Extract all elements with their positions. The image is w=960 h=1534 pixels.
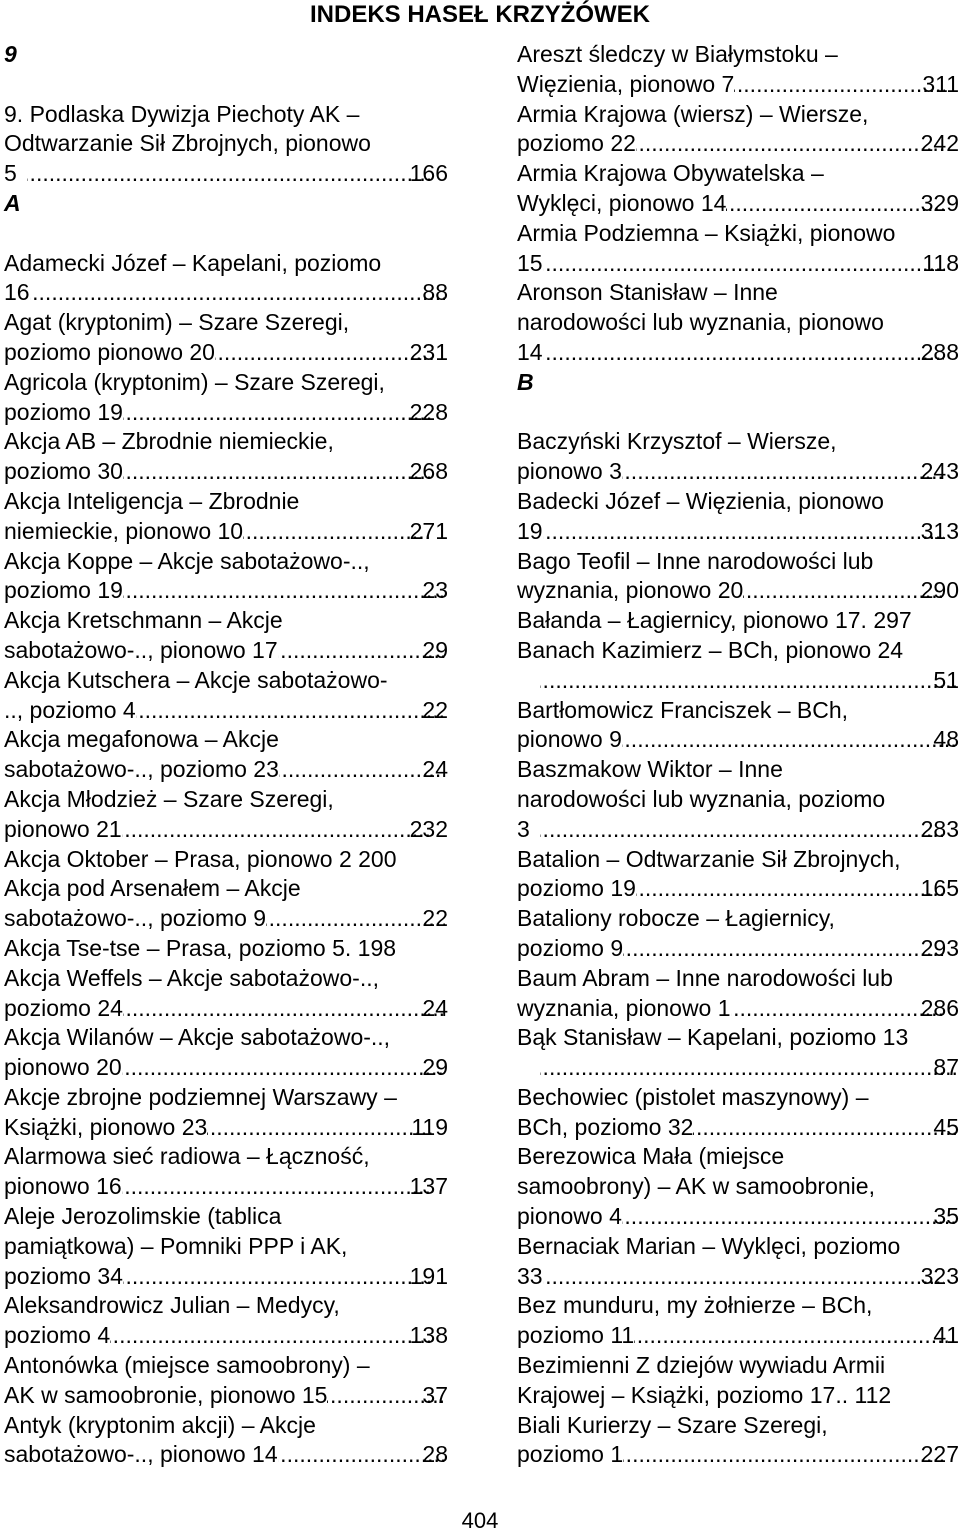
entry-page-number: 228 — [409, 398, 448, 425]
entry-page-line — [4, 1321, 448, 1351]
entry-line: Bechowiec (pistolet maszynowy) – — [517, 1083, 869, 1110]
entry-line: Bago Teofil – Inne narodowości lub — [517, 547, 874, 574]
entry-tail: poziomo 22 — [517, 130, 636, 157]
index-entry — [517, 636, 959, 696]
index-entry — [4, 1202, 448, 1291]
entry-line: narodowości lub wyznania, pionowo — [517, 309, 884, 336]
entry-line: Bez munduru, my żołnierze – BCh, — [517, 1292, 873, 1319]
entry-page-number: 191 — [409, 1262, 448, 1289]
entry-page-number: 137 — [409, 1173, 448, 1200]
entry-tail: poziomo 4 — [4, 1322, 111, 1349]
entry-page-number: 286 — [920, 994, 959, 1021]
page-title: INDEKS HASEŁ KRZYŻÓWEK — [309, 1, 650, 28]
entry-line: Akcja AB – Zbrodnie niemieckie, — [4, 428, 334, 455]
entry-line: Aleje Jerozolimskie (tablica — [4, 1203, 282, 1230]
entry-page-number: 313 — [920, 517, 959, 544]
entry-page-line — [4, 338, 448, 368]
entry-line: Bartłomowicz Franciszek – BCh, — [517, 696, 849, 723]
entry-line: Bernaciak Marian – Wyklęci, poziomo — [517, 1232, 901, 1259]
entry-line: Aleksandrowicz Julian – Medycy, — [4, 1292, 340, 1319]
entry-tail: .., poziomo 4 — [4, 696, 136, 723]
entry-tail: poziomo 24 — [4, 994, 123, 1021]
index-entry — [517, 219, 959, 279]
entry-line: Berezowica Mała (miejsce — [517, 1143, 785, 1170]
entry-tail: 16 — [4, 279, 30, 306]
index-entry — [517, 40, 959, 100]
index-entry — [4, 666, 448, 726]
entry-page-number: 88 — [422, 279, 448, 306]
index-entry — [4, 874, 448, 934]
entry-page-number: 243 — [920, 458, 959, 485]
index-entry — [517, 964, 959, 1024]
entry-tail: poziomo 30 — [4, 458, 123, 485]
entry-line: Akcja Oktober – Prasa, pionowo 2 200 — [4, 845, 397, 872]
index-entry — [4, 1083, 448, 1143]
entry-line: Agat (kryptonim) – Szare Szeregi, — [4, 309, 350, 336]
entry-line: Bałanda – Łagiernicy, pionowo 17. 297 — [517, 607, 912, 634]
entry-line: Bąk Stanisław – Kapelani, poziomo 13 — [517, 1024, 909, 1051]
entry-page-number: 51 — [933, 666, 959, 693]
entry-tail: wyznania, pionowo 20 — [517, 577, 744, 604]
index-entry — [517, 159, 959, 219]
entry-tail: poziomo 34 — [4, 1262, 123, 1289]
entry-page-line — [4, 457, 448, 487]
index-entry — [4, 1411, 448, 1471]
entry-tail: poziomo 19 — [4, 398, 123, 425]
entry-tail: Więzienia, pionowo 7 — [517, 70, 735, 97]
index-entry — [517, 696, 959, 756]
entry-page-line — [517, 1113, 959, 1143]
entry-page-number: 29 — [422, 1054, 448, 1081]
entry-tail: poziomo 19 — [517, 875, 636, 902]
index-entry — [4, 368, 448, 428]
entry-line: Areszt śledczy w Białymstoku – — [517, 41, 838, 67]
index-entry — [517, 278, 959, 367]
entry-line: Odtwarzanie Sił Zbrojnych, pionowo — [4, 130, 371, 157]
entry-page-line — [4, 398, 448, 428]
index-entry — [517, 755, 959, 844]
index-entry — [4, 725, 448, 785]
entry-page-line — [4, 904, 448, 934]
index-entry — [517, 427, 959, 487]
entry-line: 9. Podlaska Dywizja Piechoty AK – — [4, 100, 360, 127]
entry-page-number: 45 — [933, 1113, 959, 1140]
index-entry — [4, 427, 448, 487]
entry-page-number: 288 — [920, 338, 959, 365]
entry-tail: pionowo 16 — [4, 1173, 122, 1200]
entry-page-number: 22 — [422, 905, 448, 932]
entry-page-line — [4, 815, 448, 845]
entry-page-number: 23 — [422, 577, 448, 604]
entry-tail: pionowo 4 — [517, 1203, 622, 1230]
entry-tail: niemieckie, pionowo 10 — [4, 517, 244, 544]
entry-line: Armia Krajowa Obywatelska – — [517, 160, 824, 187]
entry-tail: sabotażowo-.., poziomo 9 — [4, 905, 267, 932]
entry-line: Badecki Józef – Więzienia, pionowo — [517, 487, 884, 514]
entry-page-number: 283 — [920, 815, 959, 842]
index-entry — [4, 547, 448, 607]
entry-page-line — [4, 1381, 448, 1411]
entry-page-number: 271 — [409, 517, 448, 544]
entry-line: Akcja megafonowa – Akcje — [4, 726, 279, 753]
entry-page-line — [4, 1262, 448, 1292]
entry-tail: BCh, poziomo 32 — [517, 1113, 694, 1140]
entry-page-line — [540, 1053, 959, 1083]
index-entry — [517, 606, 959, 636]
index-entry — [4, 487, 448, 547]
entry-page-line — [4, 636, 448, 666]
entry-tail: poziomo 1 — [517, 1441, 624, 1468]
entry-page-line: 5 166 ..... — [27, 159, 448, 189]
entry-page-line — [517, 994, 959, 1024]
entry-line: Akcja Inteligencja – Zbrodnie — [4, 487, 300, 514]
entry-line: Batalion – Odtwarzanie Sił Zbrojnych, — [517, 845, 901, 872]
index-entry — [4, 845, 448, 875]
entry-page-number: 290 — [920, 577, 959, 604]
entry-page-line — [4, 517, 448, 547]
entry-page-line — [517, 934, 959, 964]
entry-tail: poziomo 11 — [517, 1322, 635, 1349]
entry-page-number: 28 — [422, 1441, 448, 1468]
entry-line: pamiątkowa) – Pomniki PPP i AK, — [4, 1232, 348, 1259]
entry-line: Akcja Młodzież – Szare Szeregi, — [4, 785, 334, 812]
entry-page-line — [517, 576, 959, 606]
entry-page-number: 41 — [933, 1322, 959, 1349]
index-entry — [517, 1291, 959, 1351]
entry-page-line — [517, 70, 959, 100]
entry-page-number: 329 — [920, 189, 959, 216]
index-entry — [517, 547, 959, 607]
entry-tail: poziomo 19 — [4, 577, 123, 604]
entry-page-line — [517, 725, 959, 755]
left-index-column — [4, 40, 448, 1470]
index-entry — [517, 1142, 959, 1231]
index-entry — [517, 1083, 959, 1143]
entry-page-number: 119 — [411, 1113, 448, 1140]
index-entry — [517, 904, 959, 964]
entry-page-number: 232 — [409, 815, 448, 842]
entry-tail: Książki, pionowo 23 — [4, 1113, 208, 1140]
entry-line: Akcja Weffels – Akcje sabotażowo-.., — [4, 964, 379, 991]
entry-page-line — [517, 1262, 959, 1292]
entry-tail: pionowo 21 — [4, 815, 122, 842]
index-entry — [4, 100, 448, 189]
index-entry — [4, 785, 448, 845]
entry-tail: pionowo 9 — [517, 726, 622, 753]
entry-page-number: 242 — [920, 130, 959, 157]
entry-page-line — [4, 755, 448, 785]
entry-page-number: 227 — [920, 1441, 959, 1468]
entry-tail: AK w samoobronie, pionowo 15 — [4, 1381, 328, 1408]
entry-page-number: 268 — [409, 458, 448, 485]
entry-line: Akcja Wilanów – Akcje sabotażowo-.., — [4, 1024, 391, 1051]
entry-line: Akcja Kretschmann – Akcje — [4, 607, 283, 634]
entry-line: Alarmowa sieć radiowa – Łączność, — [4, 1143, 370, 1170]
section-letter: 9 — [4, 41, 17, 67]
entry-page-line — [4, 994, 448, 1024]
index-entry — [517, 1351, 959, 1411]
entry-page-number: 231 — [409, 338, 448, 365]
entry-page-line: 3 283 ..... — [540, 815, 959, 845]
index-entry — [517, 1023, 959, 1083]
entry-page-line — [517, 1321, 959, 1351]
entry-tail: 19 — [517, 517, 543, 544]
entry-line: Akcja pod Arsenałem – Akcje — [4, 875, 301, 902]
entry-line: Aronson Stanisław – Inne — [517, 279, 778, 306]
entry-page-number: 35 — [933, 1203, 959, 1230]
index-entry — [4, 308, 448, 368]
entry-line: Antyk (kryptonim akcji) – Akcje — [4, 1411, 316, 1438]
entry-page-line — [517, 129, 959, 159]
entry-line: Akcja Koppe – Akcje sabotażowo-.., — [4, 547, 370, 574]
entry-line: samoobrony) – AK w samoobronie, — [517, 1173, 875, 1200]
entry-page-line — [4, 1113, 448, 1143]
entry-line: Adamecki Józef – Kapelani, poziomo — [4, 249, 382, 276]
index-entry — [517, 845, 959, 905]
entry-page-line — [517, 874, 959, 904]
entry-page-number: 24 — [422, 994, 448, 1021]
entry-line: Banach Kazimierz – BCh, pionowo 24 — [517, 636, 904, 663]
page-number: 404 — [461, 1508, 499, 1533]
entry-line: narodowości lub wyznania, poziomo — [517, 785, 886, 812]
section-letter: A — [4, 189, 21, 216]
index-entry — [517, 1232, 959, 1292]
entry-page-number: 29 — [422, 636, 448, 663]
index-entry — [4, 1023, 448, 1083]
index-entry — [4, 934, 448, 964]
entry-line: Armia Podziemna – Książki, pionowo — [517, 219, 896, 246]
entry-page-number: 24 — [422, 756, 448, 783]
entry-page-line — [4, 1053, 448, 1083]
entry-tail: 15 — [517, 249, 543, 276]
entry-line: Baszmakow Wiktor – Inne — [517, 756, 783, 783]
index-entry — [4, 1351, 448, 1411]
entry-page-number: 118 — [922, 249, 959, 276]
entry-line: Agricola (kryptonim) – Szare Szeregi, — [4, 368, 385, 395]
entry-line: Bezimienni Z dziejów wywiadu Armii — [517, 1352, 886, 1379]
entry-page-line — [540, 666, 959, 696]
entry-page-line — [517, 189, 959, 219]
index-entry — [4, 1142, 448, 1202]
entry-tail: pionowo 20 — [4, 1054, 122, 1081]
entry-page-number: 166 — [409, 160, 448, 187]
entry-page-number: 311 — [922, 70, 959, 97]
entry-line: Antonówka (miejsce samoobrony) – — [4, 1352, 370, 1379]
entry-line: Akcja Tse-tse – Prasa, poziomo 5. 198 — [4, 934, 397, 961]
entry-line: Bataliony robocze – Łagiernicy, — [517, 905, 835, 932]
entry-line: Krajowej – Książki, poziomo 17.. 112 — [517, 1381, 892, 1408]
entry-tail: sabotażowo-.., pionowo 17 — [4, 636, 278, 663]
index-entry — [517, 1411, 959, 1471]
entry-page-number: 323 — [920, 1262, 959, 1289]
entry-page-line — [517, 249, 959, 279]
right-index-column — [517, 40, 959, 1470]
entry-page-line — [517, 457, 959, 487]
section-letter: B — [517, 368, 534, 395]
entry-page-line — [4, 1440, 448, 1470]
entry-page-number: 22 — [422, 696, 448, 723]
entry-page-line — [4, 278, 448, 308]
entry-page-line — [4, 1172, 448, 1202]
entry-page-line — [4, 696, 448, 726]
entry-line: Akcja Kutschera – Akcje sabotażowo- — [4, 666, 388, 693]
entry-page-number: 138 — [409, 1322, 448, 1349]
entry-tail: Wyklęci, pionowo 14 — [517, 189, 727, 216]
entry-page-line — [517, 1202, 959, 1232]
entry-tail: 33 — [517, 1262, 543, 1289]
entry-line: Biali Kurierzy – Szare Szeregi, — [517, 1411, 828, 1438]
index-entry — [4, 606, 448, 666]
entry-tail: sabotażowo-.., pionowo 14 — [4, 1441, 278, 1468]
entry-tail: poziomo 9 — [517, 934, 624, 961]
entry-line: Baczyński Krzysztof – Wiersze, — [517, 428, 837, 455]
entry-line: Akcje zbrojne podziemnej Warszawy – — [4, 1083, 397, 1110]
entry-page-line — [517, 1440, 959, 1470]
entry-tail: wyznania, pionowo 1 — [517, 994, 731, 1021]
index-entry — [517, 100, 959, 160]
entry-line: Baum Abram – Inne narodowości lub — [517, 964, 893, 991]
entry-page-number: 48 — [933, 726, 959, 753]
entry-page-number: 37 — [422, 1381, 448, 1408]
index-entry — [4, 964, 448, 1024]
index-entry — [4, 1291, 448, 1351]
entry-tail: 14 — [517, 338, 543, 365]
entry-tail: sabotażowo-.., poziomo 23 — [4, 756, 279, 783]
entry-page-number: 87 — [933, 1054, 959, 1081]
entry-tail: poziomo pionowo 20 — [4, 338, 215, 365]
index-entry — [4, 249, 448, 309]
index-entry — [517, 487, 959, 547]
entry-page-number: 165 — [920, 875, 959, 902]
entry-page-number: 293 — [920, 934, 959, 961]
entry-page-line — [517, 517, 959, 547]
entry-page-line — [517, 338, 959, 368]
entry-tail: pionowo 3 — [517, 458, 622, 485]
entry-line: Armia Krajowa (wiersz) – Wiersze, — [517, 100, 869, 127]
entry-page-line — [4, 576, 448, 606]
